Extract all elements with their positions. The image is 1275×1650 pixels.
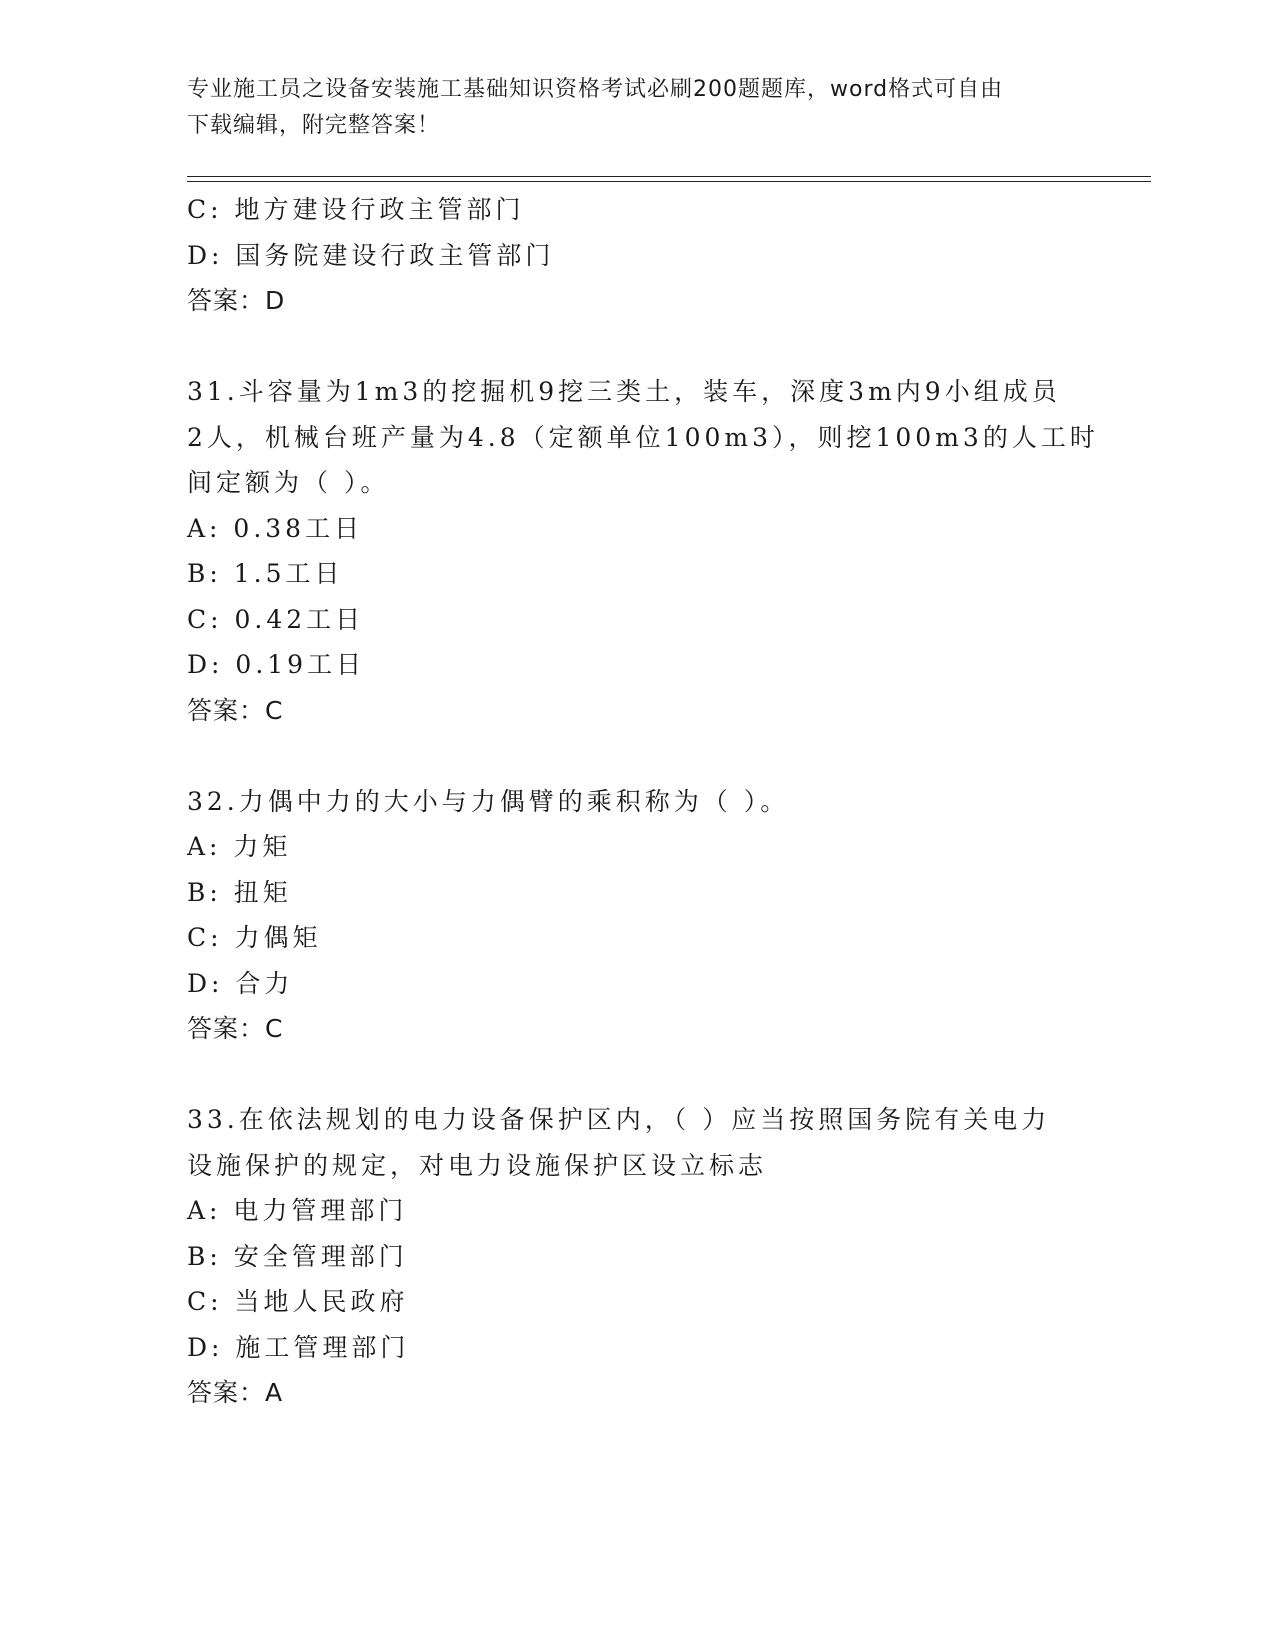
option-d: D: 0.19工日 <box>187 650 366 679</box>
option-d: D: 国务院建设行政主管部门 <box>187 240 555 270</box>
stem-line: 2人，机械台班产量为4.8（定额单位100m3），则挖100m3的人工时 <box>187 422 1099 452</box>
question-32 <box>187 779 1067 1052</box>
stem-line: 32.力偶中力的大小与力偶臂的乘积称为（ ）。 <box>187 786 790 816</box>
option-a: A: 力矩 <box>187 832 292 861</box>
header-divider-bottom <box>187 181 1151 182</box>
spacer <box>187 1052 1067 1098</box>
answer-line: 答案：D <box>187 286 286 315</box>
spacer <box>187 733 1067 779</box>
question-33 <box>187 1097 1067 1416</box>
header-line-1: 专业施工员之设备安装施工基础知识资格考试必刷200题题库，word格式可自由 <box>187 77 1004 102</box>
question-stem <box>187 369 1099 506</box>
option-b: B: 1.5工日 <box>187 559 344 588</box>
question-30-continued <box>187 187 1067 324</box>
header-line-2: 下载编辑，附完整答案！ <box>187 113 441 138</box>
stem-line: 31.斗容量为1m3的挖掘机9挖三类土，装车，深度3m内9小组成员 <box>187 377 1061 406</box>
option-a: A: 电力管理部门 <box>187 1196 408 1225</box>
stem-line: 设施保护的规定，对电力设施保护区设立标志 <box>187 1150 768 1180</box>
option-b: B: 扭矩 <box>187 877 292 907</box>
option-b: B: 安全管理部门 <box>187 1241 408 1271</box>
answer-line: 答案：C <box>187 695 284 725</box>
spacer <box>187 324 1067 370</box>
option-c: C: 当地人民政府 <box>187 1287 409 1316</box>
question-stem <box>187 1097 1067 1188</box>
document-header <box>187 72 1067 144</box>
option-c: C: 0.42工日 <box>187 604 365 634</box>
option-d: D: 合力 <box>187 968 294 998</box>
stem-line: 间定额为（ ）。 <box>187 468 390 497</box>
option-a: A: 0.38工日 <box>187 513 364 543</box>
question-list <box>187 187 1099 1416</box>
header-divider-top <box>187 176 1151 177</box>
stem-line: 33.在依法规划的电力设备保护区内，（ ）应当按照国务院有关电力 <box>187 1105 1051 1134</box>
answer-line: 答案：C <box>187 1014 284 1043</box>
option-c: C: 力偶矩 <box>187 923 322 952</box>
question-31 <box>187 369 1099 733</box>
option-d: D: 施工管理部门 <box>187 1332 410 1362</box>
answer-line: 答案：A <box>187 1378 284 1407</box>
question-stem <box>187 779 1067 825</box>
option-c: C: 地方建设行政主管部门 <box>187 195 525 224</box>
